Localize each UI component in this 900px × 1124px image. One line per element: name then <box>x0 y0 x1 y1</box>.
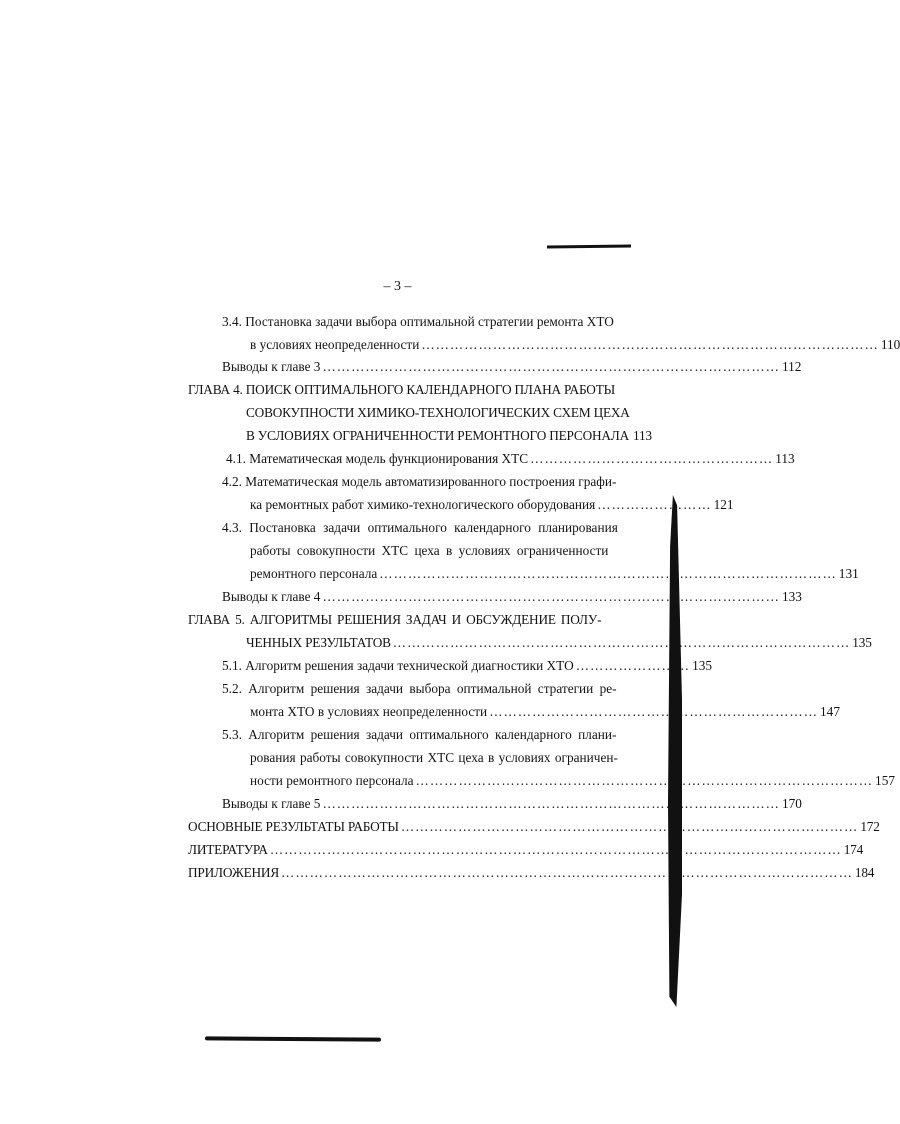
toc-page: 131 <box>838 566 859 581</box>
toc-title: ОСНОВНЫЕ РЕЗУЛЬТАТЫ РАБОТЫ <box>188 819 399 834</box>
toc-page: 110 <box>880 337 900 352</box>
toc-title: 5.1. Алгоритм решения задачи технической диагностики ХТО <box>222 658 574 673</box>
leader-dots: …………………………………………………………………………………… <box>379 566 837 581</box>
toc-entry-literature <box>188 840 864 860</box>
toc-page: 121 <box>713 497 734 512</box>
toc-entry-4-3-line1: 4.3. Постановка задачи оптимального календарного планирования <box>222 520 618 535</box>
toc-page: 135 <box>852 635 872 650</box>
toc-title: в условиях неопределенности <box>250 337 420 352</box>
toc-title: Выводы к главе 3 <box>222 359 321 374</box>
toc-title: ка ремонтных работ химико-технологического оборудования <box>250 497 596 512</box>
toc-entry-conclusions-3 <box>222 357 802 377</box>
toc-title: монта ХТО в условиях неопределенности <box>250 704 488 719</box>
toc-page: 135 <box>692 658 713 673</box>
scan-artifact-bottom <box>205 1036 381 1041</box>
leader-dots: …………………… <box>597 497 712 512</box>
toc-page: 157 <box>875 773 895 788</box>
leader-dots: …………………………………………………………………………………… <box>415 773 874 788</box>
leader-dots: …………………………………………………………………………………… <box>322 589 780 604</box>
leader-dots: …………………………………………………………………………………… <box>322 796 780 811</box>
toc-title: Выводы к главе 4 <box>222 589 321 604</box>
toc-page: 170 <box>781 796 802 811</box>
toc-page: 174 <box>843 842 864 857</box>
toc-page: 113 <box>775 451 795 466</box>
leader-dots: …………………………………………………………… <box>489 704 819 719</box>
toc-chapter-4-line2: СОВОКУПНОСТИ ХИМИКО-ТЕХНОЛОГИЧЕСКИХ СХЕМ ЦЕХА <box>246 405 630 420</box>
toc-title: ремонтного персонала <box>250 566 378 581</box>
toc-entry-5-2-line1: 5.2. Алгоритм решения задачи выбора оптимальной стратегии ре- <box>222 681 617 696</box>
toc-entry-5-3-line2: рования работы совокупности ХТС цеха в условиях ограничен- <box>250 750 618 765</box>
toc-entry-5-3 <box>250 771 895 791</box>
leader-dots: ………………………………………………………………………………………………………… <box>269 842 842 857</box>
toc-entry-conclusions-4 <box>222 587 802 607</box>
toc-page: 112 <box>781 359 802 374</box>
toc-title: ЛИТЕРАТУРА <box>188 842 268 857</box>
page-number: – 3 – <box>383 279 412 294</box>
toc-title: ЧЕННЫХ РЕЗУЛЬТАТОВ <box>246 635 391 650</box>
leader-dots: ………………………………………………………………………………………………………… <box>281 865 853 880</box>
toc-page: 113 <box>633 428 652 443</box>
toc-page: 133 <box>781 589 802 604</box>
toc-entry-4-3-line2: работы совокупности ХТС цеха в условиях ограниченности <box>250 543 609 558</box>
toc-chapter-4-line1: ГЛАВА 4. ПОИСК ОПТИМАЛЬНОГО КАЛЕНДАРНОГО ПЛАНА РАБОТЫ <box>188 382 616 397</box>
toc-title: ПРИЛОЖЕНИЯ <box>188 865 280 880</box>
toc-entry-4-2-line1: 4.2. Математическая модель автоматизированного построения графи- <box>222 474 617 489</box>
toc-page: 184 <box>854 865 875 880</box>
toc-entry-5-2 <box>250 702 840 722</box>
toc-page: 147 <box>820 704 840 719</box>
toc-entry-3-4-line1: 3.4. Постановка задачи выбора оптимальной стратегии ремонта ХТО <box>222 314 614 329</box>
toc-title: ности ремонтного персонала <box>250 773 414 788</box>
toc-entry-3-4 <box>250 335 900 355</box>
toc-title: 4.1. Математическая модель функционирования ХТС <box>226 451 529 466</box>
toc-entry-appendices <box>188 863 875 883</box>
toc-entry-5-3-line1: 5.3. Алгоритм решения задачи оптимального календарного плани- <box>222 727 617 742</box>
toc-entry-4-3 <box>250 564 859 584</box>
toc-title: В УСЛОВИЯХ ОГРАНИЧЕННОСТИ РЕМОНТНОГО ПЕРСОНАЛА <box>246 428 630 443</box>
toc-chapter-5 <box>246 633 872 653</box>
leader-dots: …………………………………………………………………………………… <box>421 337 879 352</box>
leader-dots: …………………… <box>575 658 691 673</box>
leader-dots: …………………………………………………………………………………… <box>400 819 859 834</box>
toc-entry-4-1 <box>226 449 795 469</box>
leader-dots: …………………………………………………………………………………… <box>322 359 780 374</box>
toc-entry-conclusions-5 <box>222 794 802 814</box>
toc-chapter-5-line1: ГЛАВА 5. АЛГОРИТМЫ РЕШЕНИЯ ЗАДАЧ И ОБСУЖДЕНИЕ ПОЛУ- <box>188 612 602 627</box>
toc-title: Выводы к главе 5 <box>222 796 321 811</box>
leader-dots: …………………………………………… <box>530 451 774 466</box>
scan-artifact-top <box>547 245 631 249</box>
toc-entry-5-1 <box>222 656 713 676</box>
toc-entry-results <box>188 817 880 837</box>
toc-chapter-4 <box>246 426 652 446</box>
leader-dots: …………………………………………………………………………………… <box>392 635 851 650</box>
toc-entry-4-2 <box>250 495 734 515</box>
toc-page: 172 <box>860 819 880 834</box>
